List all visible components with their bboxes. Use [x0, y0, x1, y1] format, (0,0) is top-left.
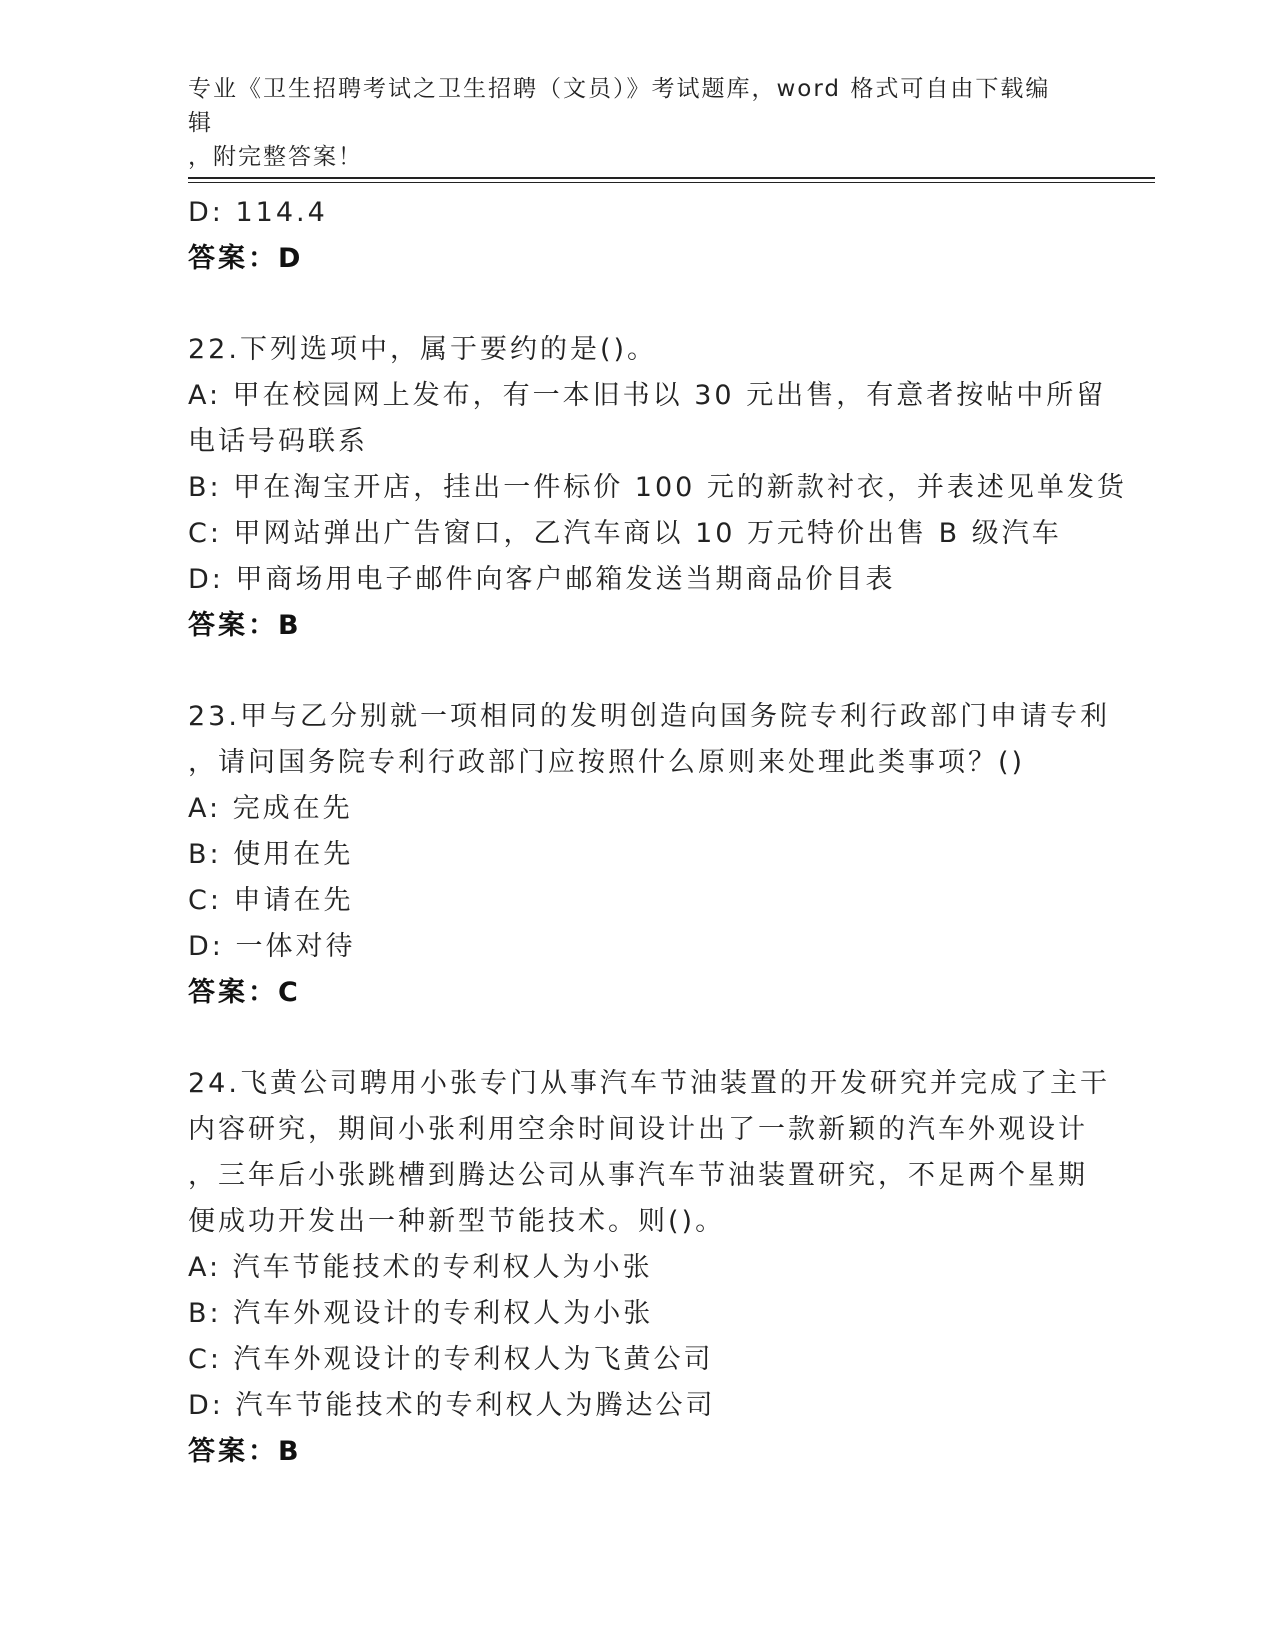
option-a: A: 汽车节能技术的专利权人为小张: [188, 1252, 653, 1283]
spacer: [188, 282, 1088, 327]
option-c: C: 汽车外观设计的专利权人为飞黄公司: [188, 1344, 714, 1375]
question-stem-continued: 内容研究，期间小张利用空余时间设计出了一款新颖的汽车外观设计: [188, 1114, 1088, 1145]
answer: 答案：D: [188, 243, 304, 274]
question-stem-continued: 便成功开发出一种新型节能技术。则()。: [188, 1206, 726, 1237]
header-divider-thick: [188, 177, 1155, 179]
question-23: [188, 694, 1110, 1016]
option-c: C: 甲网站弹出广告窗口，乙汽车商以 10 万元特价出售 B 级汽车: [188, 518, 1062, 549]
spacer: [188, 649, 1088, 694]
option-d: D: 甲商场用电子邮件向客户邮箱发送当期商品价目表: [188, 564, 896, 595]
option-d: D: 汽车节能技术的专利权人为腾达公司: [188, 1390, 716, 1421]
option-a: A: 甲在校园网上发布，有一本旧书以 30 元出售，有意者按帖中所留: [188, 380, 1107, 411]
answer: 答案：B: [188, 1436, 302, 1467]
question-21-tail: [188, 190, 1088, 282]
question-24: [188, 1061, 1110, 1475]
option-b: B: 汽车外观设计的专利权人为小张: [188, 1298, 654, 1329]
question-stem-continued: ，三年后小张跳槽到腾达公司从事汽车节油装置研究，不足两个星期: [188, 1160, 1088, 1191]
option-b: B: 甲在淘宝开店，挂出一件标价 100 元的新款衬衣，并表述见单发货: [188, 472, 1127, 503]
question-stem: 22.下列选项中，属于要约的是()。: [188, 334, 658, 365]
answer: 答案：C: [188, 977, 301, 1008]
option-b: B: 使用在先: [188, 839, 354, 870]
option-c: C: 申请在先: [188, 885, 354, 916]
option-a-continued: 电话号码联系: [188, 426, 368, 457]
option-d: D: 一体对待: [188, 931, 356, 962]
question-stem-continued: ，请问国务院专利行政部门应按照什么原则来处理此类事项？(): [188, 747, 1026, 778]
option-d: D: 114.4: [188, 197, 328, 228]
header-line-2: ，附完整答案！: [188, 144, 363, 170]
header-line-1: 专业《卫生招聘考试之卫生招聘（文员）》考试题库，word 格式可自由下载编辑: [188, 76, 1051, 136]
document-header: [188, 72, 1068, 174]
spacer: [188, 1016, 1088, 1061]
option-a: A: 完成在先: [188, 793, 353, 824]
question-22: [188, 327, 1127, 649]
question-stem: 24.飞黄公司聘用小张专门从事汽车节油装置的开发研究并完成了主干: [188, 1068, 1110, 1099]
question-content: [188, 190, 1127, 1475]
header-divider-thin: [188, 182, 1155, 183]
question-stem: 23.甲与乙分别就一项相同的发明创造向国务院专利行政部门申请专利: [188, 701, 1110, 732]
answer: 答案：B: [188, 610, 302, 641]
